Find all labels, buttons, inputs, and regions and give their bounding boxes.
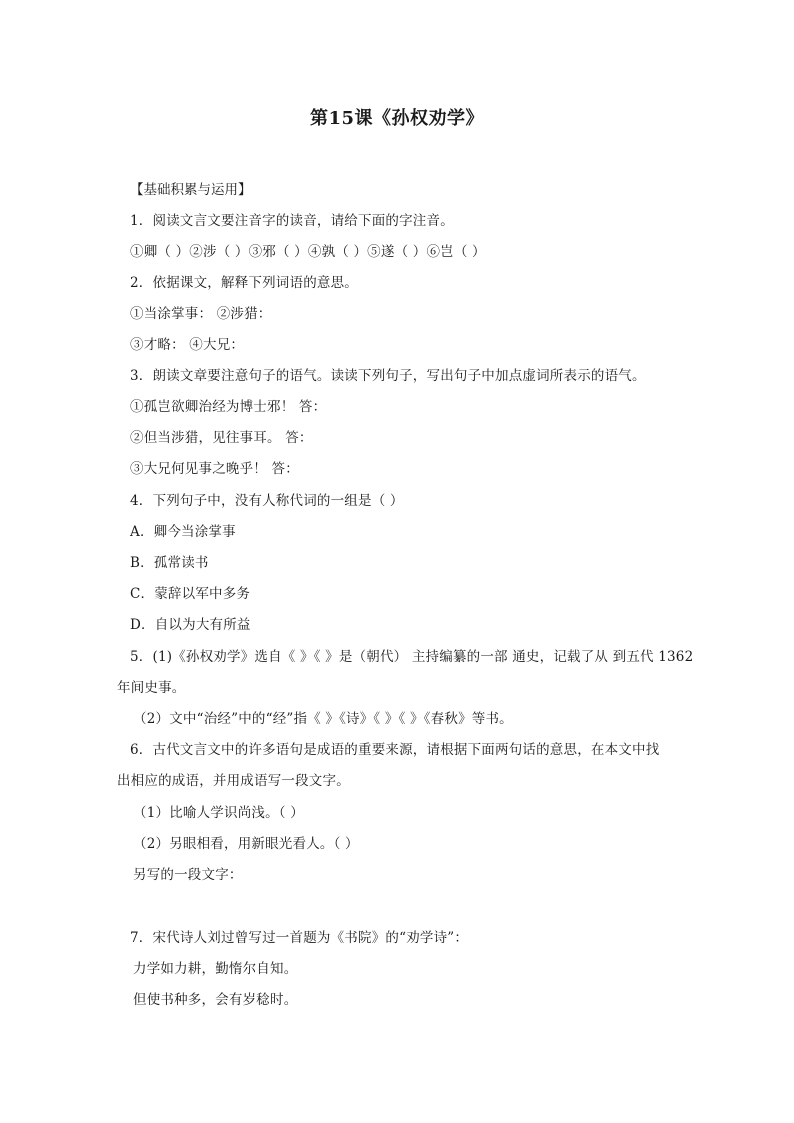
q4-option-c: C．蒙辞以军中多务	[130, 586, 251, 602]
q3-item-1: ①孤岂欲卿治经为博士邪！ 答：	[130, 399, 327, 415]
q5-part-1: 5．(1)《孙权劝学》选自《 》《 》是（朝代） 主持编纂的一部 通史，记载了从 到五代 1362	[130, 649, 694, 665]
q7-poem-line-2: 但使书种多，会有岁稔时。	[133, 992, 298, 1008]
q1-items: ①卿（ ）②涉（ ）③邪（ ）④孰（ ）⑤遂（ ）⑥岂（ ）	[130, 244, 486, 260]
q2-items-1: ①当涂掌事： ②涉猎：	[130, 306, 272, 322]
q2-prompt: 2．依据课文，解释下列词语的意思。	[130, 275, 358, 291]
q4-option-a: A．卿今当涂掌事	[130, 524, 236, 540]
q4-option-b: B．孤常读书	[130, 555, 209, 571]
q2-items-2: ③才略： ④大兄：	[130, 337, 245, 353]
q5-part-2: （2）文中“治经”中的“经”指《 》《诗》《 》《 》《春秋》等书。	[133, 711, 513, 727]
q1-prompt: 1．阅读文言文要注音字的读音，请给下面的字注音。	[130, 213, 454, 229]
q7-poem-line-1: 力学如力耕，勤惰尔自知。	[133, 961, 298, 977]
section-heading: 【基础积累与运用】	[130, 182, 252, 198]
q3-item-3: ③大兄何见事之晚乎！ 答：	[130, 461, 299, 477]
q6-item-2: （2）另眼相看，用新眼光看人。（ ）	[133, 836, 359, 852]
q3-item-2: ②但当涉猎，见往事耳。 答：	[130, 430, 313, 446]
q6-item-1: （1）比喻人学识尚浅。（ ）	[133, 805, 304, 821]
q6-prompt: 6．古代文言文中的许多语句是成语的重要来源，请根据下面两句话的意思，在本文中找	[130, 742, 660, 758]
q6-prompt-cont: 出相应的成语，并用成语写一段文字。	[117, 773, 350, 789]
q4-prompt: 4．下列句子中，没有人称代词的一组是（ ）	[130, 493, 404, 509]
q3-prompt: 3．朗读文章要注意句子的语气。读读下列句子，写出句子中加点虚词所表示的语气。	[130, 368, 646, 384]
page-title: 第15课《孙权劝学》	[309, 108, 485, 129]
q7-prompt: 7．宋代诗人刘过曾写过一首题为《书院》的“劝学诗”：	[130, 930, 469, 946]
q5-part-1-cont: 年间史事。	[117, 680, 186, 696]
q4-option-d: D．自以为大有所益	[130, 617, 251, 633]
q6-writing-label: 另写的一段文字：	[133, 867, 243, 883]
